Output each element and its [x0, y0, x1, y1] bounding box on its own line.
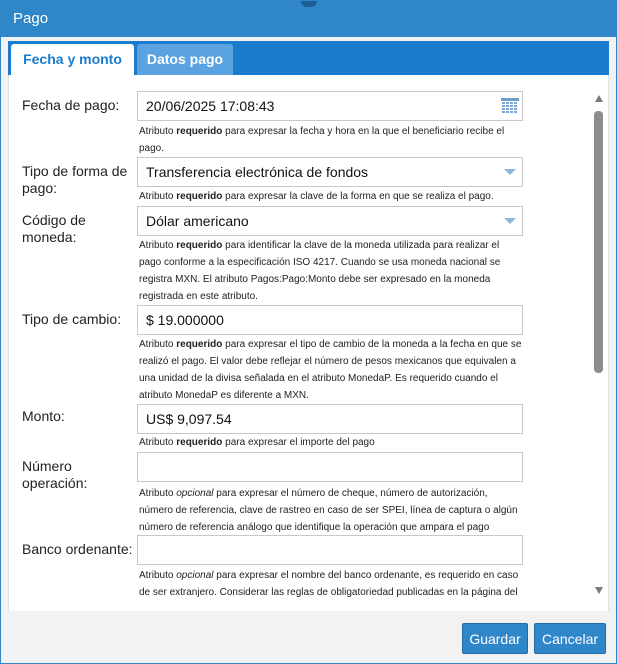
banco-ordenante-label: Banco ordenante:	[22, 541, 133, 557]
fecha-pago-field[interactable]	[137, 91, 523, 121]
scroll-up-arrow-icon[interactable]	[595, 95, 603, 102]
tab-datos-pago[interactable]: Datos pago	[137, 44, 233, 75]
fecha-pago-label: Fecha de pago:	[22, 97, 120, 113]
fecha-pago-value: 20/06/2025 17:08:43	[146, 98, 275, 114]
dialog-footer	[1, 611, 616, 663]
moneda-label: Código de moneda:	[22, 212, 86, 245]
tab-fecha-y-monto[interactable]: Fecha y monto	[11, 44, 134, 75]
chevron-down-icon[interactable]	[504, 169, 516, 175]
forma-pago-label: Tipo de forma de pago:	[22, 163, 128, 196]
calendar-icon[interactable]	[501, 98, 519, 114]
tab-strip	[8, 41, 609, 75]
dialog-title: Pago	[13, 10, 49, 27]
moneda-help: Atributo requerido para identificar la clave de la moneda utilizada para realizar el pago conforme a la especificación ISO 4217. Cuando se usa moneda nacional se registra MXN. El atributo Pagos:Pago:Monto debe ser expresado en la moneda registrada en este atributo.	[139, 240, 501, 302]
forma-pago-value: Transferencia electrónica de fondos	[146, 164, 369, 180]
cancel-button[interactable]: Cancelar	[534, 623, 606, 654]
fecha-pago-help: Atributo requerido para expresar la fecha y hora en la que el beneficiario recibe el pago.	[139, 126, 505, 154]
tab-panel	[8, 75, 609, 611]
save-button[interactable]: Guardar	[462, 623, 528, 654]
num-operacion-label: Número operación:	[22, 458, 88, 491]
banco-ordenante-input[interactable]	[137, 535, 523, 565]
tipo-cambio-input[interactable]	[137, 305, 523, 335]
monto-value: US$ 9,097.54	[146, 411, 232, 427]
form-content	[9, 75, 589, 611]
num-operacion-help: Atributo opcional para expresar el número de cheque, número de autorización, número de referencia, clave de rastreo en caso de ser SPEI, línea de captura o algún número de referencia análogo que identifique la operación que ampara el pago	[139, 488, 518, 533]
forma-pago-select[interactable]	[137, 157, 523, 187]
monto-help: Atributo requerido para expresar el importe del pago	[139, 437, 375, 448]
moneda-select[interactable]	[137, 206, 523, 236]
monto-input[interactable]	[137, 404, 523, 434]
moneda-value: Dólar americano	[146, 213, 249, 229]
scroll-thumb[interactable]	[594, 111, 603, 373]
tipo-cambio-label: Tipo de cambio:	[22, 311, 122, 327]
forma-pago-help: Atributo requerido para expresar la clave de la forma en que se realiza el pago.	[139, 191, 494, 202]
tipo-cambio-help: Atributo requerido para expresar el tipo de cambio de la moneda a la fecha en que se realizó el pago. El valor debe reflejar el número de pesos mexicanos que equivalen a una unidad de la divisa señalada en el atributo MonedaP. Es requerido cuando el atributo MonedaP es diferente a MXN.	[139, 339, 522, 401]
vertical-scrollbar[interactable]	[589, 91, 609, 601]
banco-ordenante-help: Atributo opcional para expresar el nombre del banco ordenante, es requerido en caso de ser extranjero. Considerar las reglas de obligatoriedad publicadas en la página del	[139, 570, 519, 598]
scroll-down-arrow-icon[interactable]	[595, 587, 603, 594]
chevron-down-icon[interactable]	[504, 218, 516, 224]
tipo-cambio-value: $ 19.000000	[146, 312, 224, 328]
monto-label: Monto:	[22, 408, 65, 424]
num-operacion-input[interactable]	[137, 452, 523, 482]
